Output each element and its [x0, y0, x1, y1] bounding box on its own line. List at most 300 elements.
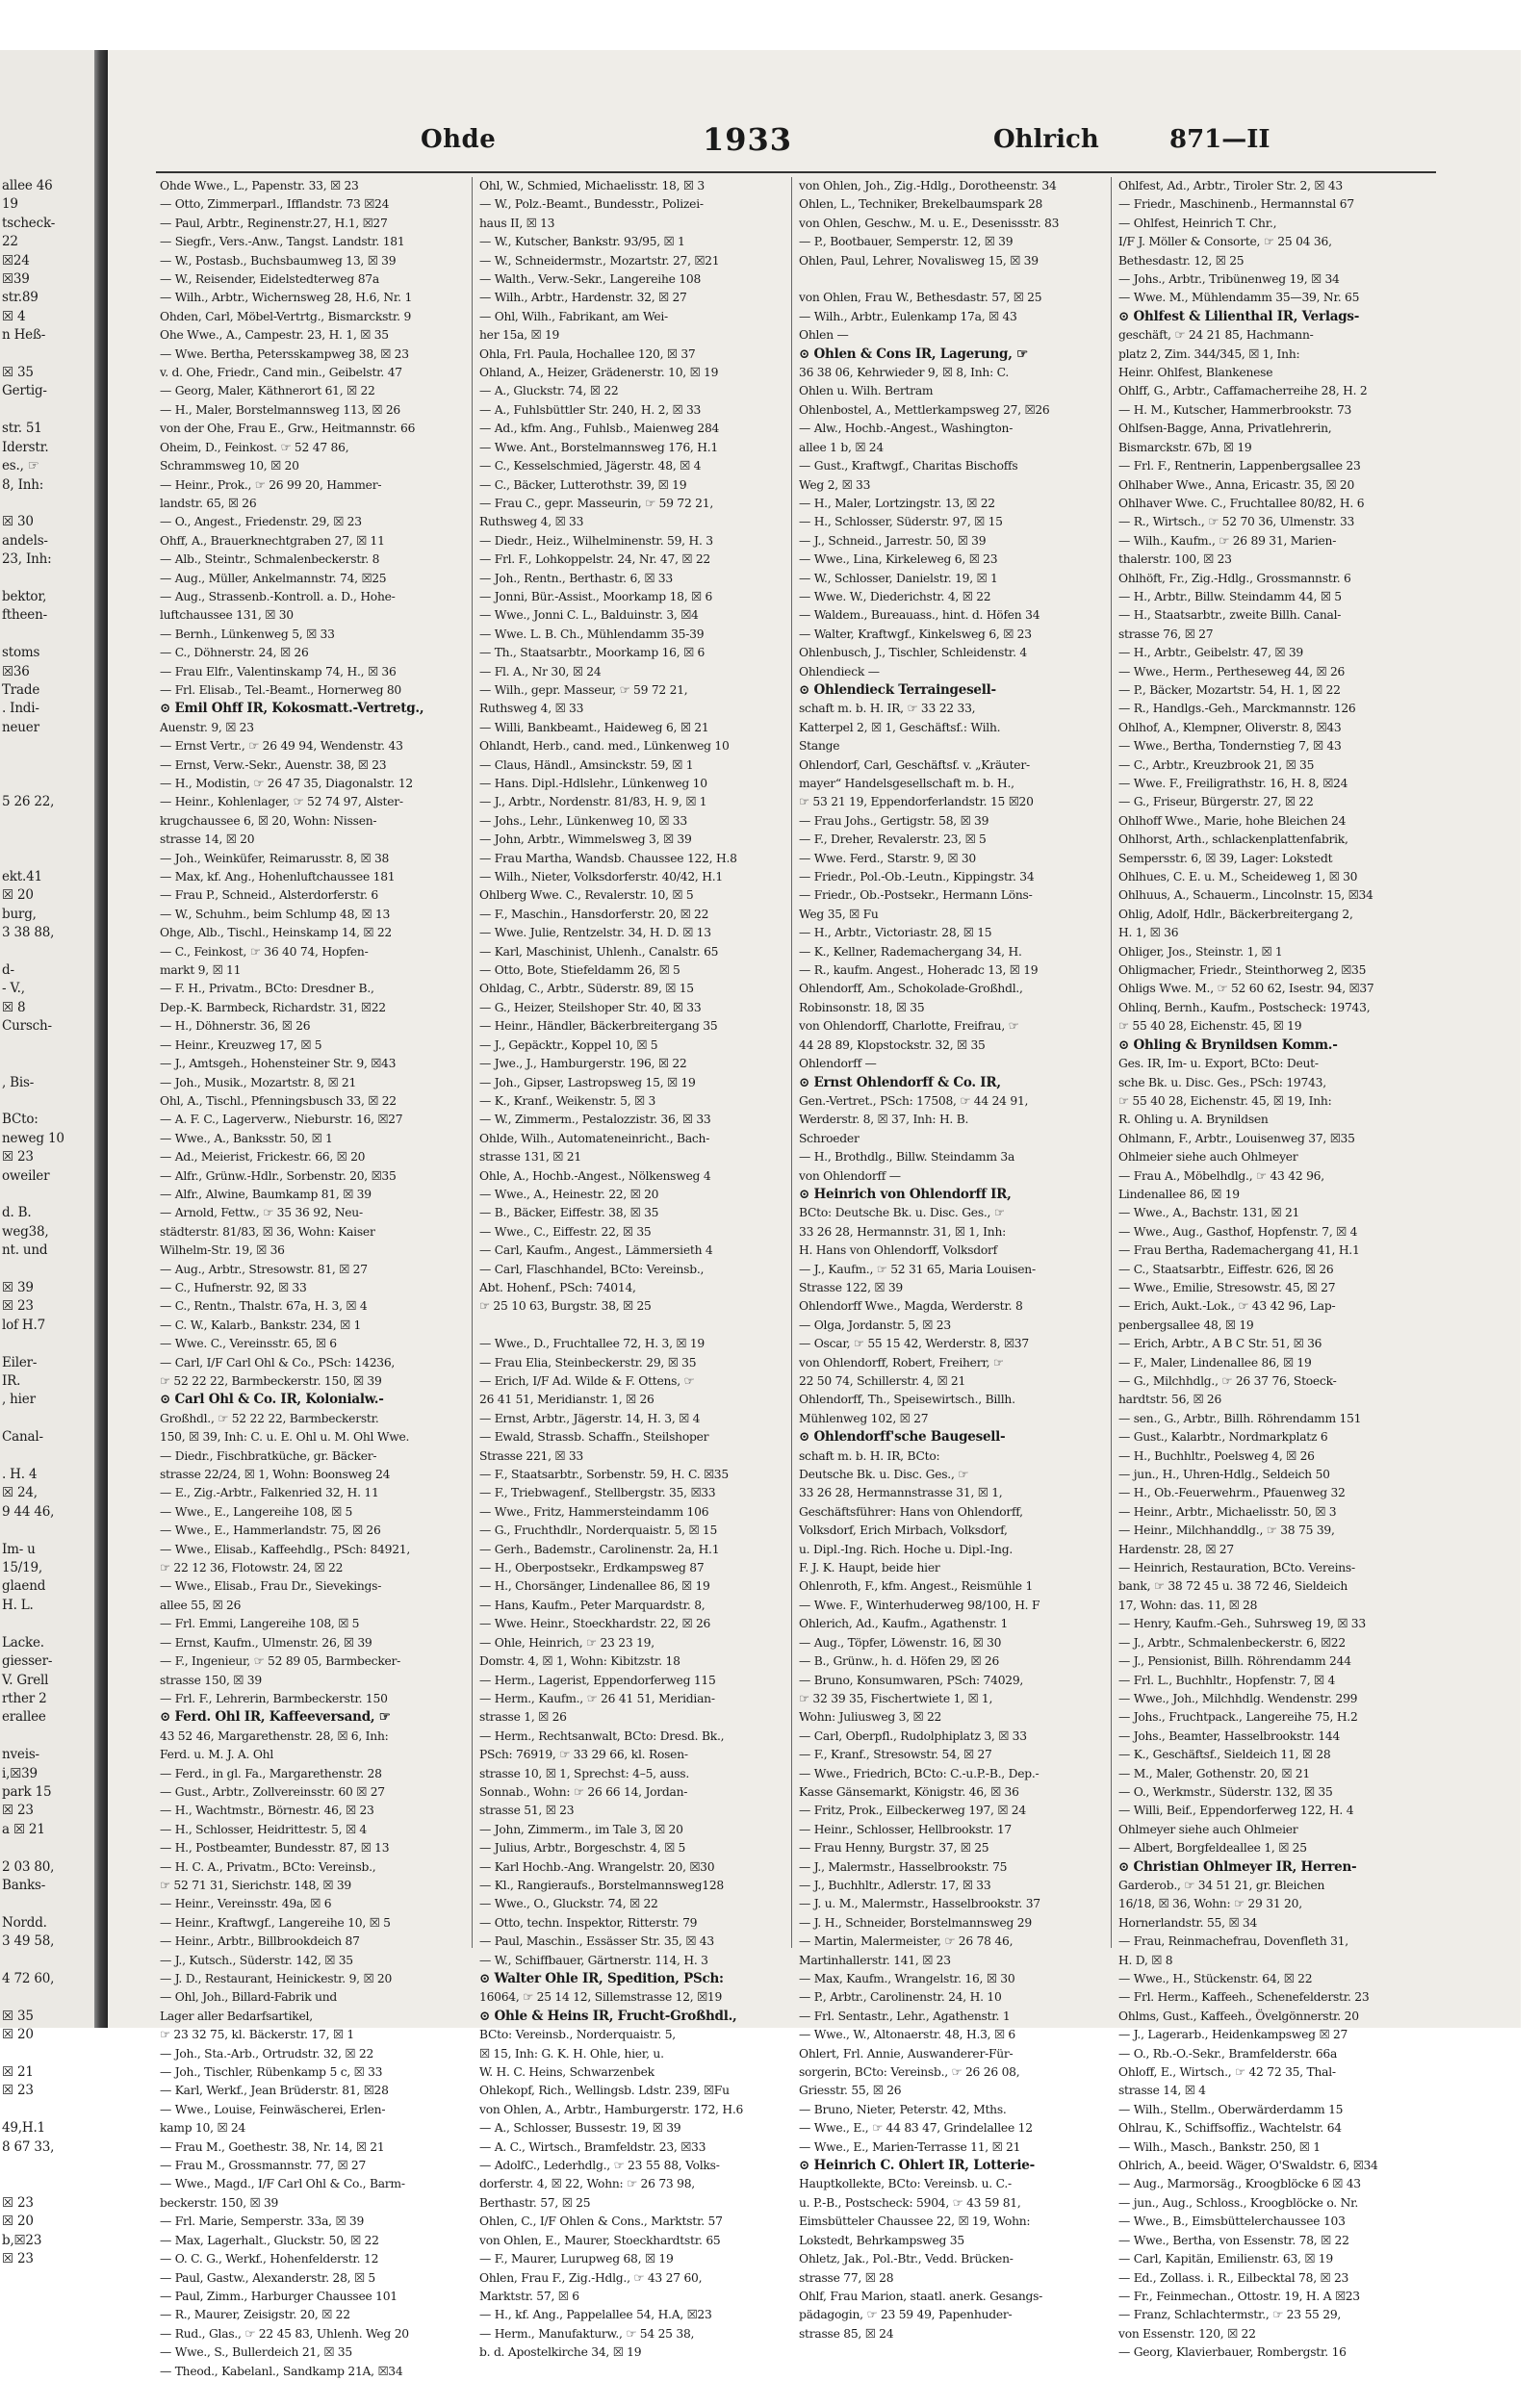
- directory-entry-line: PSch: 76919, ☞ 33 29 66, kl. Rosen-: [479, 1748, 688, 1762]
- directory-entry-line: von Ohlendorff, Charlotte, Freifrau, ☞: [799, 1019, 1019, 1034]
- directory-entry-line: ⊙ Heinrich von Ohlendorff IR,: [799, 1186, 1012, 1202]
- directory-entry-line: strasse 76, ☒ 27: [1118, 627, 1214, 641]
- directory-entry-line: Ohl, W., Schmied, Michaelisstr. 18, ☒ 3: [479, 179, 705, 192]
- directory-entry-line: — Ohl, Joh., Billard-Fabrik und: [160, 1990, 338, 2005]
- directory-entry-line: — Oscar, ☞ 55 15 42, Werderstr. 8, ☒37: [799, 1337, 1029, 1351]
- fragment-line: Banks-: [2, 1877, 46, 1893]
- directory-entry-line: ⊙ Ohle & Heins IR, Frucht-Großhdl.,: [479, 2008, 737, 2024]
- directory-entry-line: strasse 131, ☒ 21: [479, 1150, 581, 1165]
- directory-entry-line: — AdolfC., Lederhdlg., ☞ 23 55 88, Volks-: [479, 2159, 720, 2173]
- directory-entry-line: strasse 1, ☒ 26: [479, 1710, 567, 1725]
- directory-entry-line: von Ohlen, Frau W., Bethesdastr. 57, ☒ 25: [799, 291, 1042, 305]
- directory-entry-line: — W., Schuhm., beim Schlump 48, ☒ 13: [160, 907, 391, 921]
- directory-entry-line: — H., Arbtr., Victoriastr. 28, ☒ 15: [799, 926, 992, 940]
- directory-entry-line: — R., Wirtsch., ☞ 52 70 36, Ulmenstr. 33: [1118, 515, 1355, 529]
- directory-entry-line: 26 41 51, Meridianstr. 1, ☒ 26: [479, 1393, 654, 1407]
- directory-entry-line: — Heinr., Kohlenlager, ☞ 52 74 97, Alster-: [160, 795, 403, 809]
- directory-entry-line: H. 1, ☒ 36: [1118, 926, 1179, 940]
- directory-entry-line: — A., Schlosser, Bussestr. 19, ☒ 39: [479, 2121, 681, 2136]
- directory-entry-line: — Heinr., Kraftwgf., Langereihe 10, ☒ 5: [160, 1915, 391, 1930]
- directory-entry-line: ⊙ Emil Ohff IR, Kokosmatt.-Vertretg.,: [160, 701, 424, 717]
- directory-entry-line: Ohl, A., Tischl., Pfenningsbusch 33, ☒ 22: [160, 1093, 397, 1108]
- directory-entry-line: — Heinr., Prok., ☞ 26 99 20, Hammer-: [160, 477, 382, 492]
- directory-entry-line: — Jwe., J., Hamburgerstr. 196, ☒ 22: [479, 1057, 687, 1071]
- directory-entry-line: — Wwe., B., Eimsbüttelerchaussee 103: [1118, 2215, 1346, 2229]
- fragment-line: [0, 570, 96, 588]
- column-divider: [791, 177, 792, 1948]
- fragment-line: bektor,: [2, 588, 47, 604]
- fragment-line: 49,H.1: [2, 2120, 45, 2137]
- column-4: [1118, 177, 1424, 2360]
- directory-entry-line: — G., Friseur, Bürgerstr. 27, ☒ 22: [1118, 795, 1314, 809]
- directory-entry-line: — Frl. Elisab., Tel.-Beamt., Hornerweg 80: [160, 682, 402, 697]
- directory-entry-line: — Jonni, Bür.-Assist., Moorkamp 18, ☒ 6: [479, 589, 713, 603]
- directory-entry-line: — Frl. Marie, Semperstr. 33a, ☒ 39: [160, 2215, 365, 2229]
- directory-entry-line: — R., kaufm. Angest., Hoheradc 13, ☒ 19: [799, 963, 1039, 978]
- directory-entry-line: ☞ 52 71 31, Sierichstr. 148, ☒ 39: [160, 1878, 351, 1892]
- directory-entry-line: — Paul, Arbtr., Reginenstr.27, H.1, ☒27: [160, 216, 388, 230]
- fragment-line: weg38,: [2, 1223, 49, 1240]
- directory-entry-line: — Walter, Kraftwgf., Kinkelsweg 6, ☒ 23: [799, 627, 1032, 641]
- directory-entry-line: — Wwe., E., Langereihe 108, ☒ 5: [160, 1504, 353, 1519]
- directory-entry-line: ☞ 53 21 19, Eppendorferlandstr. 15 ☒20: [799, 795, 1034, 809]
- directory-entry-line: — Wwe., Emilie, Stresowstr. 45, ☒ 27: [1118, 1280, 1336, 1294]
- directory-entry-line: Schrammsweg 10, ☒ 20: [160, 459, 299, 474]
- directory-entry-line: Sempersstr. 6, ☒ 39, Lager: Lokstedt: [1118, 851, 1333, 865]
- directory-entry-line: — Wilh., Nieter, Volksdorferstr. 40/42, H.1: [479, 870, 723, 884]
- directory-entry-line: — Frl. L., Buchhltr., Hopfenstr. 7, ☒ 4: [1118, 1673, 1336, 1687]
- directory-entry-line: Werderstr. 8, ☒ 37, Inh: H. B.: [799, 1113, 969, 1127]
- directory-entry-line: — C., Rentn., Thalstr. 67a, H. 3, ☒ 4: [160, 1299, 368, 1314]
- directory-entry-line: — Julius, Arbtr., Borgeschstr. 4, ☒ 5: [479, 1841, 686, 1856]
- directory-entry-line: — Wwe., A., Bachstr. 131, ☒ 21: [1118, 1206, 1300, 1220]
- directory-entry-line: — F., Dreher, Revalerstr. 23, ☒ 5: [799, 832, 987, 847]
- directory-entry-line: — Fr., Feinmechan., Ottostr. 19, H. A ☒23: [1118, 2289, 1360, 2303]
- directory-entry-line: — Heinr., Arbtr., Michaelisstr. 50, ☒ 3: [1118, 1504, 1337, 1519]
- directory-entry-line: — Ohlfest, Heinrich T. Chr.,: [1118, 216, 1277, 230]
- directory-entry-line: — Wwe. Bertha, Petersskampweg 38, ☒ 23: [160, 346, 409, 361]
- fragment-line: neweg 10: [2, 1130, 64, 1146]
- fragment-line: [0, 1728, 96, 1746]
- directory-entry-line: — F., Kranf., Stresowstr. 54, ☒ 27: [799, 1748, 992, 1762]
- directory-entry-line: — C. W., Kalarb., Bankstr. 234, ☒ 1: [160, 1318, 362, 1332]
- fragment-line: ☒ 23: [2, 1298, 34, 1315]
- directory-entry-line: R. Ohling u. A. Brynildsen: [1118, 1113, 1269, 1127]
- directory-entry-line: Ohlhorst, Arth., schlackenplattenfabrik,: [1118, 832, 1348, 847]
- directory-entry-line: — J., Amtsgeh., Hohensteiner Str. 9, ☒43: [160, 1057, 397, 1071]
- directory-entry-line: strasse 14, ☒ 4: [1118, 2084, 1206, 2098]
- directory-entry-line: — Heinr., Milchhanddlg., ☞ 38 75 39,: [1118, 1523, 1335, 1538]
- directory-entry-line: — Wwe., Friedrich, BCto: C.-u.P.-B., Dep.-: [799, 1766, 1040, 1780]
- directory-entry-line: — H., Buchhltr., Poelsweg 4, ☒ 26: [1118, 1448, 1315, 1463]
- directory-entry-line: — Frl. F., Lehrerin, Barmbeckerstr. 150: [160, 1691, 388, 1705]
- directory-entry-line: F. J. K. Haupt, beide hier: [799, 1561, 940, 1575]
- directory-entry-line: — O. C. G., Werkf., Hohenfelderstr. 12: [160, 2252, 379, 2266]
- directory-entry-line: sche Bk. u. Disc. Ges., PSch: 19743,: [1118, 1075, 1326, 1089]
- directory-entry-line: schaft m. b. H. IR, BCto:: [799, 1448, 940, 1463]
- directory-entry-line: — Georg, Maler, Käthnerort 61, ☒ 22: [160, 384, 375, 398]
- fragment-line: ☒ 23: [2, 2251, 34, 2267]
- directory-entry-line: — Frau M., Goethestr. 38, Nr. 14, ☒ 21: [160, 2139, 385, 2154]
- directory-entry-line: — Wwe., Elisab., Frau Dr., Sievekings-: [160, 1579, 382, 1594]
- directory-entry-line: 33 26 28, Hermannstr. 31, ☒ 1, Inh:: [799, 1224, 1007, 1239]
- directory-entry-line: Ohlhöft, Fr., Zig.-Hdlg., Grossmannstr. 6: [1118, 571, 1351, 585]
- fragment-line: ftheen-: [2, 607, 47, 624]
- directory-entry-line: — Herm., Kaufm., ☞ 26 41 51, Meridian-: [479, 1691, 715, 1705]
- directory-entry-line: Ohlhof, A., Klempner, Oliverstr. 8, ☒43: [1118, 720, 1342, 734]
- directory-entry-line: mayer“ Handelsgesellschaft m. b. H.,: [799, 777, 1014, 790]
- directory-entry-line: Hardenstr. 28, ☒ 27: [1118, 1542, 1234, 1556]
- directory-entry-line: platz 2, Zim. 344/345, ☒ 1, Inh:: [1118, 346, 1300, 361]
- directory-entry-line: von Ohlen, E., Maurer, Stoeckhardtstr. 65: [479, 2233, 721, 2247]
- fragment-line: nt. und: [2, 1242, 48, 1259]
- directory-entry-line: — Frl. Sentastr., Lehr., Agathenstr. 1: [799, 2009, 1011, 2023]
- directory-entry-line: ☞ 25 10 63, Burgstr. 38, ☒ 25: [479, 1299, 652, 1314]
- directory-entry-line: — Frl. F., Rentnerin, Lappenbergsallee 23: [1118, 459, 1361, 474]
- directory-entry-line: Ohlen u. Wilh. Bertram: [799, 384, 934, 398]
- directory-entry-line: — Wilh., Kaufm., ☞ 26 89 31, Marien-: [1118, 533, 1337, 548]
- directory-entry-line: — Theod., Kabelanl., Sandkamp 21A, ☒34: [160, 2364, 403, 2378]
- directory-entry-line: — Paul, Gastw., Alexanderstr. 28, ☒ 5: [160, 2270, 375, 2285]
- directory-entry-line: — Heinr., Kreuzweg 17, ☒ 5: [160, 1037, 322, 1052]
- directory-entry-line: strasse 51, ☒ 23: [479, 1804, 575, 1818]
- directory-entry-line: — J., Malermstr., Hasselbrookstr. 75: [799, 1859, 1008, 1874]
- directory-entry-line: — Joh., Weinküfer, Reimarusstr. 8, ☒ 38: [160, 851, 390, 865]
- fragment-line: ☒ 20: [2, 2214, 34, 2230]
- directory-entry-line: Sonnab., Wohn: ☞ 26 66 14, Jordan-: [479, 1784, 688, 1799]
- fragment-line: allee 46: [2, 178, 53, 193]
- fragment-line: ☒24: [2, 252, 30, 269]
- page-header: [108, 121, 1521, 164]
- directory-entry-line: [799, 270, 1105, 289]
- directory-entry-line: — Diedr., Heiz., Wilhelminenstr. 59, H. 3: [479, 533, 713, 548]
- directory-entry-line: von der Ohe, Frau E., Grw., Heitmannstr. 66: [160, 422, 416, 436]
- fragment-line: n Heß-: [2, 327, 46, 344]
- directory-entry-line: — jun., H., Uhren-Hdlg., Seldeich 50: [1118, 1468, 1330, 1482]
- directory-entry-line: Ohlinq, Bernh., Kaufm., Postscheck: 19743,: [1118, 1000, 1371, 1014]
- fragment-line: [0, 1410, 96, 1428]
- fragment-line: giesser-: [2, 1653, 53, 1670]
- directory-entry-line: Volksdorf, Erich Mirbach, Volksdorf,: [799, 1523, 1008, 1538]
- directory-entry-line: Ohlendieck —: [799, 664, 880, 678]
- directory-entry-line: — P., Arbtr., Carolinenstr. 24, H. 10: [799, 1990, 1002, 2005]
- directory-entry-line: Marktstr. 57, ☒ 6: [479, 2289, 579, 2303]
- fragment-line: , Bis-: [2, 1074, 35, 1090]
- directory-entry-line: Kasse Gänsemarkt, Königstr. 46, ☒ 36: [799, 1784, 1019, 1799]
- directory-entry-line: ☞ 22 12 36, Flotowstr. 24, ☒ 22: [160, 1561, 344, 1575]
- fragment-line: ekt.41: [2, 869, 42, 885]
- fragment-line: b,☒23: [2, 2232, 42, 2248]
- directory-entry-line: — Fritz, Prok., Eilbeckerweg 197, ☒ 24: [799, 1804, 1026, 1818]
- directory-entry-line: — C., Hufnerstr. 92, ☒ 33: [160, 1280, 307, 1294]
- directory-entry-line: — W., Postasb., Buchsbaumweg 13, ☒ 39: [160, 253, 397, 268]
- directory-entry-line: Ohlandt, Herb., cand. med., Lünkenweg 10: [479, 739, 730, 754]
- directory-entry-line: — W., Polz.-Beamt., Bundesstr., Polizei-: [479, 197, 704, 212]
- directory-entry-line: — Karl, Maschinist, Uhlenh., Canalstr. 65: [479, 944, 719, 959]
- directory-entry-line: — H., Brothdlg., Billw. Steindamm 3a: [799, 1150, 1015, 1165]
- directory-entry-line: — Wwe., D., Fruchtallee 72, H. 3, ☒ 19: [479, 1337, 705, 1351]
- fragment-line: ☒ 39: [2, 1279, 34, 1295]
- book-gutter: [94, 50, 108, 2028]
- fragment-line: [0, 775, 96, 793]
- directory-entry-line: — Frau P., Schneid., Alsterdorferstr. 6: [160, 888, 378, 903]
- directory-entry-line: — Frau Martha, Wandsb. Chaussee 122, H.8: [479, 851, 737, 865]
- directory-entry-line: dorferstr. 4, ☒ 22, Wohn: ☞ 26 73 98,: [479, 2177, 695, 2191]
- directory-entry-line: Hauptkollekte, BCto: Vereinsb. u. C.-: [799, 2177, 1012, 2191]
- directory-entry-line: ☞ 55 40 28, Eichenstr. 45, ☒ 19, Inh:: [1118, 1093, 1332, 1108]
- directory-entry-line: — Wwe., Jonni C. L., Balduinstr. 3, ☒4: [479, 608, 699, 623]
- fragment-line: ☒ 30: [2, 514, 34, 530]
- directory-entry-line: v. d. Ohe, Friedr., Cand min., Geibelstr. 47: [160, 366, 402, 380]
- directory-entry-line: — Ad., kfm. Ang., Fuhlsb., Maienweg 284: [479, 422, 720, 436]
- directory-entry-line: — Friedr., Maschinenb., Hermannstal 67: [1118, 197, 1354, 212]
- directory-entry-line: 44 28 89, Klopstockstr. 32, ☒ 35: [799, 1037, 986, 1052]
- directory-entry-line: ⊙ Heinrich C. Ohlert IR, Lotterie-: [799, 2158, 1035, 2174]
- directory-entry-line: Gen.-Vertret., PSch: 17508, ☞ 44 24 91,: [799, 1093, 1029, 1108]
- directory-entry-line: — J., Kutsch., Süderstr. 142, ☒ 35: [160, 1953, 353, 1967]
- directory-entry-line: — Karl, Werkf., Jean Brüderstr. 81, ☒28: [160, 2084, 389, 2098]
- directory-entry-line: — Otto, techn. Inspektor, Ritterstr. 79: [479, 1915, 698, 1930]
- fragment-line: oweiler: [2, 1167, 50, 1184]
- directory-entry-line: — John, Zimmerm., im Tale 3, ☒ 20: [479, 1822, 683, 1836]
- directory-entry-line: Ohlen, Frau F., Zig.-Hdlg., ☞ 43 27 60,: [479, 2270, 703, 2285]
- directory-entry-line: ⊙ Ohlen & Cons IR, Lagerung, ☞: [799, 346, 1028, 362]
- directory-entry-line: Ohlenbostel, A., Mettlerkampsweg 27, ☒26: [799, 402, 1050, 417]
- fragment-line: Lacke.: [2, 1634, 44, 1651]
- directory-entry-line: — Wwe., A., Heinestr. 22, ☒ 20: [479, 1187, 659, 1201]
- directory-entry-line: Ohlerich, Ad., Kaufm., Agathenstr. 1: [799, 1617, 1009, 1631]
- directory-entry-line: städterstr. 81/83, ☒ 36, Wohn: Kaiser: [160, 1224, 375, 1239]
- directory-entry-line: — J., Lagerarb., Heidenkampsweg ☒ 27: [1118, 2028, 1348, 2042]
- directory-entry-line: Martinhallerstr. 141, ☒ 23: [799, 1953, 951, 1967]
- directory-entry-line: — P., Bäcker, Mozartstr. 54, H. 1, ☒ 22: [1118, 682, 1341, 697]
- directory-entry-line: haus II, ☒ 13: [479, 216, 555, 230]
- directory-entry-line: — Wwe. L. B. Ch., Mühlendamm 35-39: [479, 627, 705, 641]
- directory-entry-line: — Franz, Schlachtermstr., ☞ 23 55 29,: [1118, 2308, 1342, 2322]
- directory-entry-line: — R., Handlgs.-Geh., Marckmannstr. 126: [1118, 702, 1356, 716]
- directory-entry-line: — J., Schneid., Jarrestr. 50, ☒ 39: [799, 533, 987, 548]
- fragment-line: Nordd.: [2, 1914, 47, 1931]
- directory-entry-line: von Essenstr. 120, ☒ 22: [1118, 2326, 1256, 2341]
- directory-entry-line: — Ferd., in gl. Fa., Margarethenstr. 28: [160, 1766, 382, 1780]
- directory-entry-line: — Wwe. Heinr., Stoeckhardstr. 22, ☒ 26: [479, 1617, 711, 1631]
- directory-entry-line: Ferd. u. M. J. A. Ohl: [160, 1748, 274, 1762]
- previous-page-fragment: [0, 50, 96, 2267]
- fragment-line: i,☒39: [2, 1765, 38, 1781]
- directory-entry-line: landstr. 65, ☒ 26: [160, 496, 257, 510]
- column-3: [799, 177, 1105, 2341]
- directory-entry-line: — J. u. M., Malermstr., Hasselbrookstr. 37: [799, 1897, 1040, 1911]
- directory-entry-line: — Bernh., Lünkenweg 5, ☒ 33: [160, 627, 335, 641]
- directory-entry-line: Strasse 221, ☒ 33: [479, 1448, 584, 1463]
- directory-entry-line: — Alb., Steintr., Schmalenbeckerstr. 8: [160, 552, 380, 567]
- fragment-line: 8 67 33,: [2, 2138, 55, 2155]
- directory-entry-line: — Wwe., Joh., Milchhdlg. Wendenstr. 299: [1118, 1691, 1358, 1705]
- directory-entry-line: Ohlms, Gust., Kaffeeh., Övelgönnerstr. 20: [1118, 2009, 1359, 2023]
- directory-entry-line: — Wwe., A., Banksstr. 50, ☒ 1: [160, 1131, 333, 1145]
- directory-entry-line: — sen., G., Arbtr., Billh. Röhrendamm 151: [1118, 1411, 1362, 1425]
- directory-entry-line: ⊙ Ohlfest & Lilienthal IR, Verlags-: [1118, 308, 1360, 324]
- directory-entry-line: — Frau Bertha, Rademachergang 41, H.1: [1118, 1243, 1360, 1258]
- directory-entry-line: — J., Arbtr., Nordenstr. 81/83, H. 9, ☒ 1: [479, 795, 707, 809]
- directory-entry-line: — Albert, Borgfeldeallee 1, ☒ 25: [1118, 1841, 1307, 1856]
- directory-entry-line: — Ad., Meierist, Frickestr. 66, ☒ 20: [160, 1150, 366, 1165]
- entry-columns: [160, 177, 1440, 2378]
- directory-entry-line: — Henry, Kaufm.-Geh., Suhrsweg 19, ☒ 33: [1118, 1617, 1366, 1631]
- fragment-line: burg,: [2, 906, 37, 922]
- directory-entry-line: — Wwe., C., Eiffestr. 22, ☒ 35: [479, 1224, 652, 1239]
- fragment-line: [0, 626, 96, 644]
- fragment-line: ☒ 21: [2, 2064, 34, 2081]
- directory-entry-line: Hornerlandstr. 55, ☒ 34: [1118, 1915, 1258, 1930]
- directory-entry-line: Ohldag, C., Arbtr., Süderstr. 89, ☒ 15: [479, 982, 694, 996]
- directory-entry-line: — Karl Hochb.-Ang. Wrangelstr. 20, ☒30: [479, 1859, 715, 1874]
- directory-entry-line: — Herm., Rechtsanwalt, BCto: Dresd. Bk.,: [479, 1728, 725, 1743]
- directory-entry-line: Stange: [799, 739, 840, 754]
- directory-entry-line: — Wwe. Ant., Borstelmannsweg 176, H.1: [479, 440, 718, 454]
- fragment-line: 4 72 60,: [2, 1971, 55, 1986]
- directory-entry-line: — Carl, Kapitän, Emilienstr. 63, ☒ 19: [1118, 2252, 1333, 2266]
- directory-entry-line: Lokstedt, Behrkampsweg 35: [799, 2233, 964, 2247]
- directory-entry-line: Ohe Wwe., A., Campestr. 23, H. 1, ☒ 35: [160, 328, 389, 343]
- directory-entry-line: Ohlendorff Wwe., Magda, Werderstr. 8: [799, 1299, 1023, 1314]
- directory-entry-line: markt 9, ☒ 11: [160, 963, 242, 978]
- fragment-line: Canal-: [2, 1429, 43, 1446]
- fragment-line: andels-: [2, 532, 48, 549]
- directory-entry-line: 150, ☒ 39, Inh: C. u. E. Ohl u. M. Ohl Wwe.: [160, 1430, 410, 1445]
- directory-entry-line: — W., Schiffbauer, Gärtnerstr. 114, H. 3: [479, 1953, 708, 1967]
- fragment-line: Iderstr.: [2, 439, 49, 455]
- directory-entry-line: — Willi, Bankbeamt., Haideweg 6, ☒ 21: [479, 720, 709, 734]
- fragment-line: [0, 1839, 96, 1857]
- fragment-line: ☒ 23: [2, 2194, 34, 2211]
- directory-entry-line: ⊙ Ferd. Ohl IR, Kaffeeversand, ☞: [160, 1709, 391, 1726]
- fragment-line: nveis-: [2, 1747, 39, 1763]
- fragment-line: ☒ 23: [2, 2083, 34, 2099]
- directory-entry-line: — Wwe., Fritz, Hammersteindamm 106: [479, 1504, 709, 1519]
- directory-entry-line: — F., Maler, Lindenallee 86, ☒ 19: [1118, 1355, 1312, 1370]
- directory-entry-line: — Aug., Töpfer, Löwenstr. 16, ☒ 30: [799, 1635, 1002, 1650]
- directory-entry-line: — Ernst, Verw.-Sekr., Auenstr. 38, ☒ 23: [160, 757, 387, 772]
- directory-entry-line: W. H. C. Heins, Schwarzenbek: [479, 2065, 654, 2080]
- fragment-line: [0, 1037, 96, 1055]
- directory-entry-line: I/F J. Möller & Consorte, ☞ 25 04 36,: [1118, 235, 1332, 249]
- fragment-line: [0, 943, 96, 961]
- directory-entry-line: — Wwe., H., Stückenstr. 64, ☒ 22: [1118, 1972, 1313, 1985]
- directory-entry-line: ☞ 52 22 22, Barmbeckerstr. 150, ☒ 39: [160, 1374, 382, 1388]
- directory-entry-line: — Hans, Kaufm., Peter Marquardstr. 8,: [479, 1598, 706, 1612]
- directory-entry-line: — Frau Johs., Gertigstr. 58, ☒ 39: [799, 813, 989, 828]
- fragment-line: str. 51: [2, 421, 42, 437]
- directory-entry-line: — J., Gepäcktr., Koppel 10, ☒ 5: [479, 1037, 658, 1052]
- directory-entry-line: Ohden, Carl, Möbel-Vertrtg., Bismarckstr. 9: [160, 309, 412, 323]
- directory-entry-line: — Wwe., Herm., Pertheseweg 44, ☒ 26: [1118, 664, 1346, 678]
- fragment-line: [0, 756, 96, 775]
- directory-entry-line: — Walth., Verw.-Sekr., Langereihe 108: [479, 272, 702, 287]
- fragment-line: Eiler-: [2, 1354, 38, 1370]
- directory-entry-line: Robinsonstr. 18, ☒ 35: [799, 1000, 925, 1014]
- directory-entry-line: Ohde Wwe., L., Papenstr. 33, ☒ 23: [160, 179, 359, 192]
- directory-entry-line: — Ernst, Kaufm., Ulmenstr. 26, ☒ 39: [160, 1635, 372, 1650]
- directory-entry-line: Ohlenroth, F., kfm. Angest., Reismühle 1: [799, 1579, 1034, 1594]
- directory-entry-line: Ohlff, G., Arbtr., Caffamacherreihe 28, H. 2: [1118, 384, 1368, 398]
- fragment-line: ☒ 8: [2, 999, 26, 1015]
- directory-entry-line: Ohlhoff Wwe., Marie, hohe Bleichen 24: [1118, 813, 1347, 828]
- directory-entry-line: — Wwe., W., Altonaerstr. 48, H.3, ☒ 6: [799, 2028, 1015, 2042]
- directory-entry-line: ☞ 23 32 75, kl. Bäckerstr. 17, ☒ 1: [160, 2028, 354, 2042]
- directory-entry-line: Ohla, Frl. Paula, Hochallee 120, ☒ 37: [479, 346, 696, 361]
- fragment-line: V. Grell: [2, 1672, 49, 1688]
- directory-entry-line: — Frau Elfr., Valentinskamp 74, H., ☒ 36: [160, 664, 397, 678]
- fragment-line: ☒ 23: [2, 1149, 34, 1165]
- directory-entry-line: Mühlenweg 102, ☒ 27: [799, 1411, 929, 1425]
- directory-entry-line: krugchaussee 6, ☒ 20, Wohn: Nissen-: [160, 813, 377, 828]
- directory-entry-line: H. Hans von Ohlendorff, Volksdorf: [799, 1243, 997, 1258]
- directory-entry-line: — H., Döhnerstr. 36, ☒ 26: [160, 1019, 311, 1034]
- directory-entry-line: — Wwe., E., ☞ 44 83 47, Grindelallee 12: [799, 2121, 1033, 2136]
- directory-entry-line: Lindenallee 86, ☒ 19: [1118, 1187, 1240, 1201]
- directory-entry-line: Ohlfest, Ad., Arbtr., Tiroler Str. 2, ☒ 43: [1118, 179, 1343, 192]
- directory-entry-line: Dep.-K. Barmbeck, Richardstr. 31, ☒22: [160, 1000, 386, 1014]
- directory-entry-line: Geschäftsführer: Hans von Ohlendorff,: [799, 1504, 1023, 1519]
- directory-entry-line: — Joh., Tischler, Rübenkamp 5 c, ☒ 33: [160, 2065, 383, 2080]
- directory-entry-line: — Wwe., O., Gluckstr. 74, ☒ 22: [479, 1897, 658, 1911]
- directory-entry-line: — Wwe., Magd., I/F Carl Ohl & Co., Barm-: [160, 2177, 405, 2191]
- directory-entry-line: — Frl. Emmi, Langereihe 108, ☒ 5: [160, 1617, 360, 1631]
- directory-entry-line: — C., Arbtr., Kreuzbrook 21, ☒ 35: [1118, 757, 1315, 772]
- directory-entry-line: — O., Angest., Friedenstr. 29, ☒ 23: [160, 515, 362, 529]
- directory-entry-line: — W., Schneidermstr., Mozartstr. 27, ☒21: [479, 253, 720, 268]
- directory-entry-line: — A., Gluckstr. 74, ☒ 22: [479, 384, 619, 398]
- directory-entry-line: — A., Fuhlsbüttler Str. 240, H. 2, ☒ 33: [479, 402, 702, 417]
- directory-entry-line: — Wwe. C., Vereinsstr. 65, ☒ 6: [160, 1337, 337, 1351]
- directory-entry-line: — Wwe., Bertha, Tondernstieg 7, ☒ 43: [1118, 739, 1342, 754]
- fragment-line: ☒36: [2, 663, 30, 679]
- fragment-line: 15/19,: [2, 1560, 42, 1576]
- fragment-line: ☒ 23: [2, 1803, 34, 1819]
- fragment-line: [0, 1615, 96, 1633]
- directory-entry-line: — Gust., Kalarbtr., Nordmarkplatz 6: [1118, 1430, 1328, 1445]
- directory-entry-line: ☒ 15, Inh: G. K. H. Ohle, hier, u.: [479, 2046, 664, 2061]
- directory-entry-line: sorgerin, BCto: Vereinsb., ☞ 26 26 08,: [799, 2065, 1020, 2080]
- directory-entry-line: — Ohle, Heinrich, ☞ 23 23 19,: [479, 1635, 654, 1650]
- directory-entry-line: strasse 77, ☒ 28: [799, 2270, 894, 2285]
- directory-entry-line: — Johs., Beamter, Hasselbrookstr. 144: [1118, 1728, 1341, 1743]
- directory-entry-line: — H., Chorsänger, Lindenallee 86, ☒ 19: [479, 1579, 710, 1594]
- directory-entry-line: ⊙ Ohlendorff'sche Baugesell-: [799, 1429, 1006, 1446]
- directory-entry-line: — Frl. Herm., Kaffeeh., Schenefelderstr. 23: [1118, 1990, 1370, 2005]
- directory-entry-line: von Ohlendorff —: [799, 1168, 901, 1183]
- directory-entry-line: Ohland, A., Heizer, Grädenerstr. 10, ☒ 19: [479, 366, 719, 380]
- directory-entry-line: — Ohl, Wilh., Fabrikant, am Wei-: [479, 309, 668, 323]
- directory-entry-line: — H. C. A., Privatm., BCto: Vereinsb.,: [160, 1859, 376, 1874]
- directory-entry-line: — Carl, Oberpfl., Rudolphiplatz 3, ☒ 33: [799, 1728, 1027, 1743]
- directory-entry-line: 17, Wohn: das. 11, ☒ 28: [1118, 1598, 1258, 1612]
- directory-entry-line: — Alw., Hochb.-Angest., Washington-: [799, 422, 1014, 436]
- column-divider: [1111, 177, 1112, 1948]
- directory-entry-line: — Wilh., Arbtr., Wichernsweg 28, H.6, Nr. 1: [160, 291, 413, 305]
- directory-entry-line: Ohloff, E., Wirtsch., ☞ 42 72 35, Thal-: [1118, 2065, 1336, 2080]
- directory-entry-line: Ohlmeyer siehe auch Ohlmeier: [1118, 1822, 1298, 1836]
- directory-entry-line: u. Dipl.-Ing. Rich. Hoche u. Dipl.-Ing.: [799, 1542, 1014, 1556]
- directory-entry-line: — Willi, Beif., Eppendorferweg 122, H. 4: [1118, 1804, 1354, 1818]
- directory-entry-line: — H., Staatsarbtr., zweite Billh. Canal-: [1118, 608, 1342, 623]
- directory-entry-line: Ohlhaber Wwe., Anna, Ericastr. 35, ☒ 20: [1118, 477, 1355, 492]
- fragment-line: park 15: [2, 1783, 52, 1800]
- directory-entry-line: H. D, ☒ 8: [1118, 1953, 1173, 1967]
- directory-entry-line: Ohff, A., Brauerknechtgraben 27, ☒ 11: [160, 533, 385, 548]
- directory-entry-line: — Otto, Bote, Stiefeldamm 26, ☒ 5: [479, 963, 680, 978]
